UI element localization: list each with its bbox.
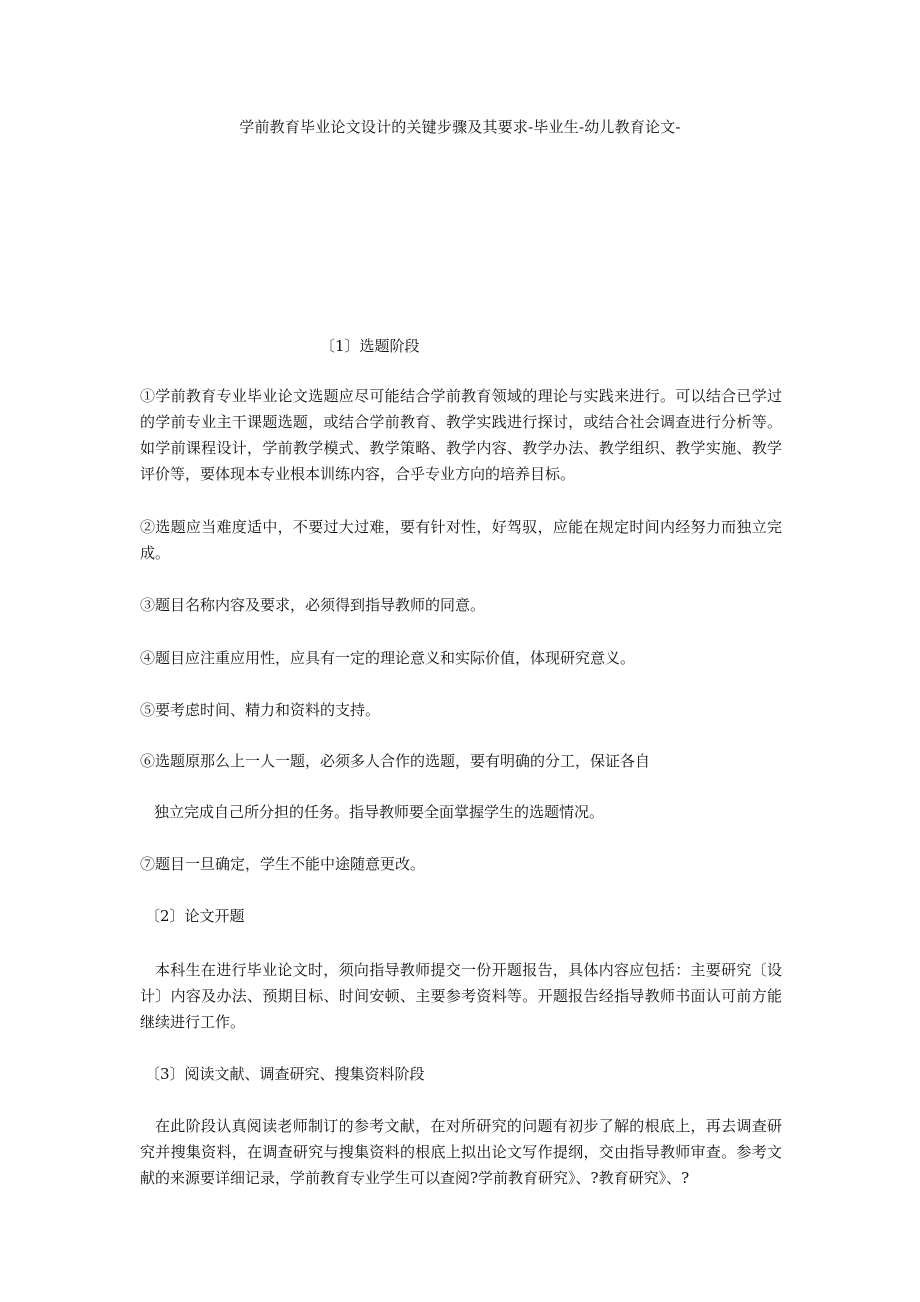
section-heading-literature: 〔3〕阅读文献、调查研究、搜集资料阶段 [145, 1065, 425, 1083]
paragraph-item-5: ⑤要考虑时间、精力和资料的支持。 [140, 701, 381, 719]
paragraph-item-4: ④题目应注重应用性，应具有一定的理论意义和实际价值，体现研究意义。 [140, 649, 636, 667]
paragraph-literature: 在此阶段认真阅读老师制订的参考文献，在对所研究的问题有初步了解的根底上，再去调查研究并搜集资料，在调查研究与搜集资料的根底上拟出论文写作提纲，交由指导教师审查。参考文献的来源要详细记录，学前教育专业学生可以查阅?学前教育研究》、?教育研究》、? [140, 1117, 782, 1187]
document-title: 学前教育毕业论文设计的关键步骤及其要求-毕业生-幼儿教育论文- [239, 118, 681, 136]
section-heading-proposal: 〔2〕论文开题 [145, 907, 245, 925]
paragraph-item-1: ①学前教育专业毕业论文选题应尽可能结合学前教育领域的理论与实践来进行。可以结合已学过的学前专业主干课题选题，或结合学前教育、教学实践进行探讨，或结合社会调查进行分析等。如学前课程设计，学前教学模式、教学策略、教学内容、教学办法、教学组织、教学实施、教学评价等，要体现本专业根本训练内容，合乎专业方向的培养目标。 [140, 387, 782, 483]
paragraph-item-7: ⑦题目一旦确定，学生不能中途随意更改。 [140, 855, 426, 873]
paragraph-item-6: ⑥选题原那么上一人一题，必须多人合作的选题，要有明确的分工，保证各自 [140, 752, 651, 770]
paragraph-item-3: ③题目名称内容及要求，必须得到指导教师的同意。 [140, 596, 486, 614]
paragraph-item-6-continued: 独立完成自己所分担的任务。指导教师要全面掌握学生的选题情况。 [154, 803, 605, 821]
section-heading-topic-selection: 〔1〕选题阶段 [320, 337, 420, 355]
paragraph-item-2: ②选题应当难度适中，不要过大过难，要有针对性，好驾驭，应能在规定时间内经努力而独立完成。 [140, 518, 782, 562]
paragraph-proposal: 本科生在进行毕业论文时，须向指导教师提交一份开题报告，具体内容应包括：主要研究〔设计〕内容及办法、预期目标、时间安顿、主要参考资料等。开题报告经指导教师书面认可前方能继续进行工作。 [140, 961, 782, 1031]
